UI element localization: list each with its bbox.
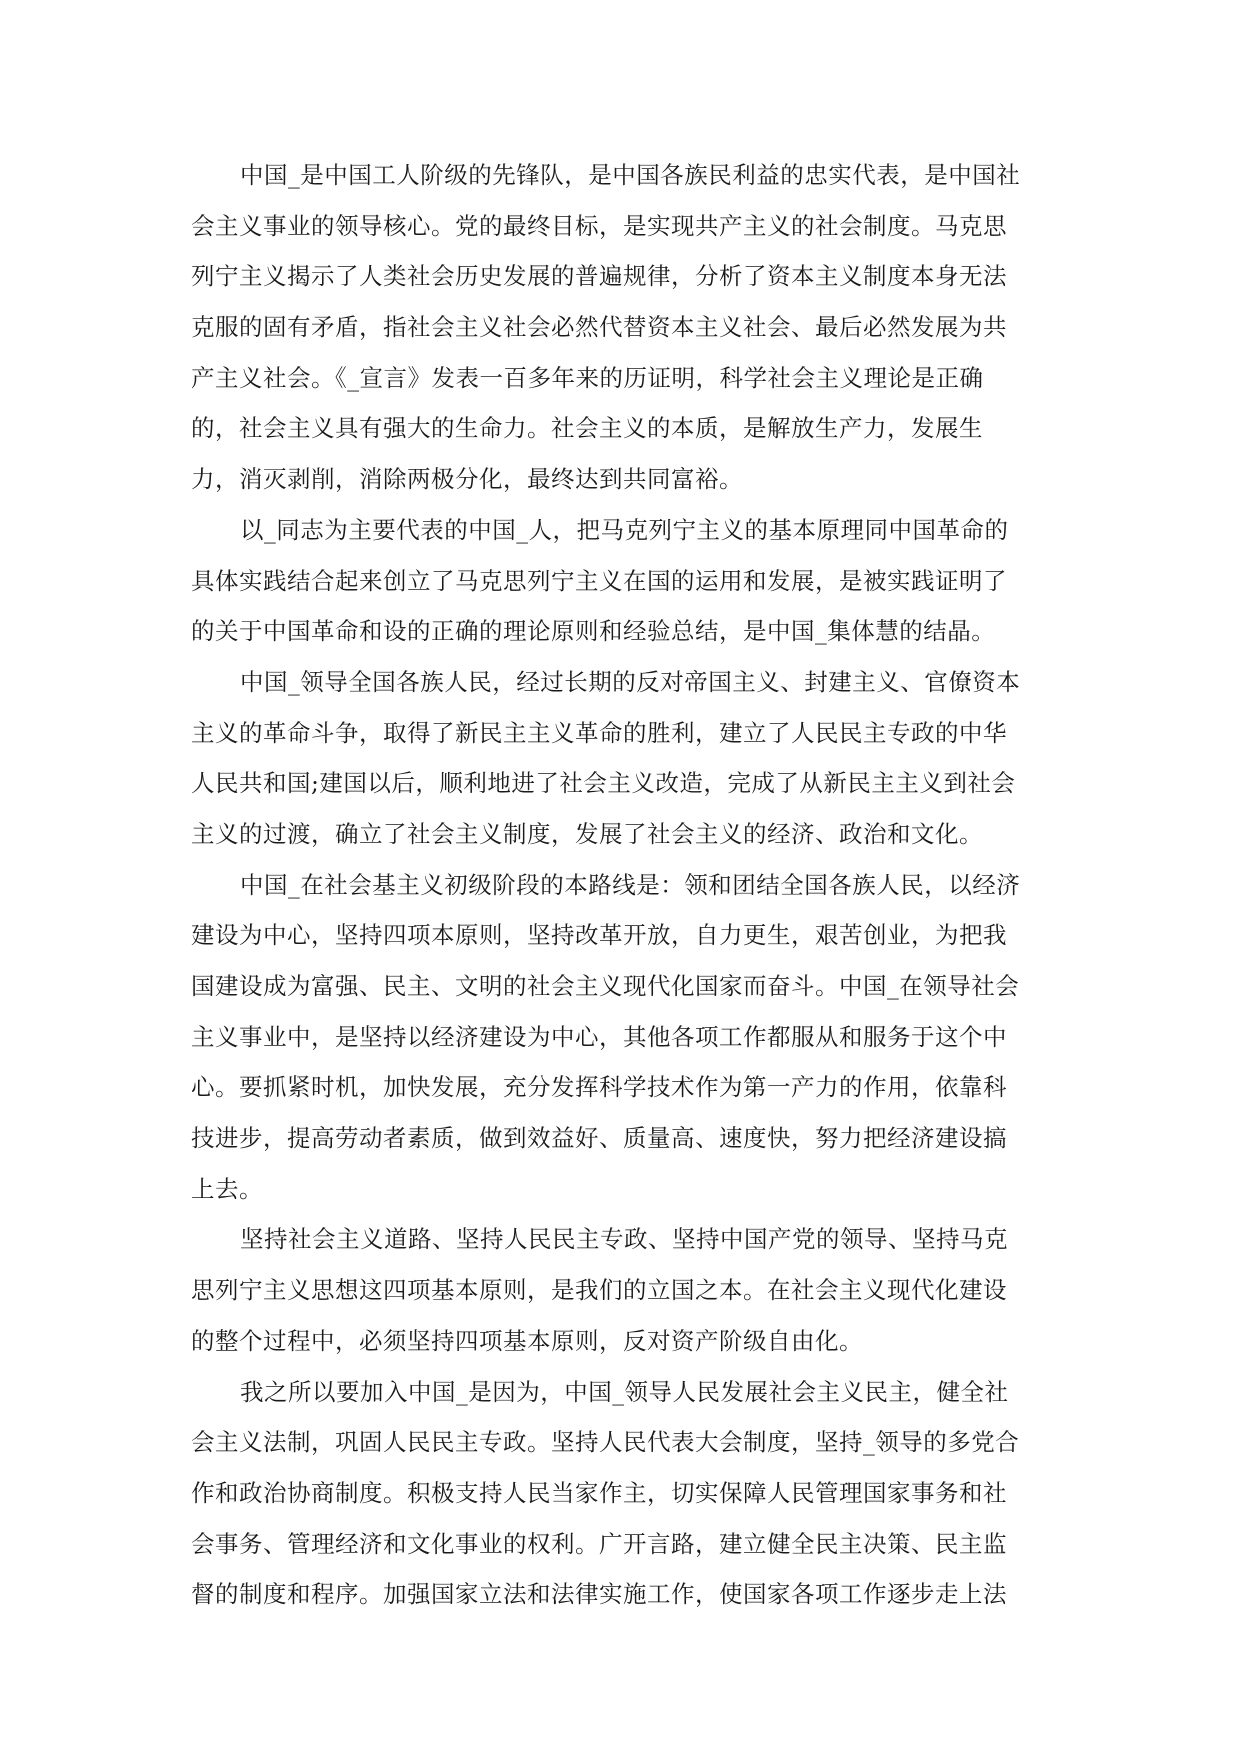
paragraph-2	[191, 505, 1051, 657]
paragraph-3	[191, 657, 1051, 860]
text-line: 我之所以要加入中国_是因为，中国_领导人民发展社会主义民主，健全社	[240, 1377, 1009, 1406]
paragraph-6	[191, 1367, 1051, 1620]
text-line: 的整个过程中，必须坚持四项基本原则，反对资产阶级自由化。	[191, 1326, 863, 1355]
text-line: 思列宁主义思想这四项基本原则，是我们的立国之本。在社会主义现代化建设	[191, 1276, 1007, 1305]
text-line: 国建设成为富强、民主、文明的社会主义现代化国家而奋斗。中国_在领导社会	[191, 972, 1020, 1000]
text-line: 心。要抓紧时机，加快发展，充分发挥科学技术作为第一产力的作用，依靠科	[191, 1073, 1007, 1102]
text-line: 督的制度和程序。加强国家立法和法律实施工作，使国家各项工作逐步走上法	[191, 1580, 1007, 1609]
text-line: 坚持社会主义道路、坚持人民民主专政、坚持中国产党的领导、坚持马克	[240, 1225, 1008, 1254]
text-line: 的，社会主义具有强大的生命力。社会主义的本质，是解放生产力，发展生	[191, 414, 983, 443]
text-line: 主义事业中，是坚持以经济建设为中心，其他各项工作都服从和服务于这个中	[191, 1022, 1007, 1051]
paragraph-5	[191, 1214, 1051, 1366]
text-line: 会主义事业的领导核心。党的最终目标，是实现共产主义的社会制度。马克思	[191, 211, 1007, 240]
text-line: 会事务、管理经济和文化事业的权利。广开言路，建立健全民主决策、民主监	[191, 1529, 1007, 1558]
text-line: 以_同志为主要代表的中国_人，把马克列宁主义的基本原理同中国革命的	[240, 515, 1009, 544]
text-line: 作和政治协商制度。积极支持人民当家作主，切实保障人民管理国家事务和社	[191, 1478, 1007, 1507]
text-line: 会主义法制，巩固人民民主专政。坚持人民代表大会制度，坚持_领导的多党合	[191, 1428, 1020, 1457]
paragraph-1	[191, 150, 1051, 505]
text-line: 上去。	[191, 1174, 263, 1203]
text-line: 具体实践结合起来创立了马克思列宁主义在国的运用和发展，是被实践证明了	[191, 566, 1007, 595]
text-line: 克服的固有矛盾，指社会主义社会必然代替资本主义社会、最后必然发展为共	[191, 313, 1007, 342]
document-body	[191, 150, 1051, 1620]
text-line: 主义的革命斗争，取得了新民主主义革命的胜利，建立了人民民主专政的中华	[191, 718, 1007, 747]
paragraph-4	[191, 860, 1051, 1215]
text-line: 中国_在社会基主义初级阶段的本路线是：领和团结全国各族人民，以经济	[240, 870, 1021, 899]
text-line: 技进步，提高劳动者素质，做到效益好、质量高、速度快，努力把经济建设搞	[191, 1124, 1007, 1153]
text-line: 人民共和国;建国以后，顺利地进了社会主义改造，完成了从新民主主义到社会	[191, 769, 1016, 798]
text-line: 的关于中国革命和设的正确的理论原则和经验总结，是中国_集体慧的结晶。	[191, 617, 996, 646]
text-line: 中国_是中国工人阶级的先锋队，是中国各族民利益的忠实代表，是中国社	[240, 161, 1021, 189]
text-line: 建设为中心，坚持四项本原则，坚持改革开放，自力更生，艰苦创业，为把我	[191, 921, 1007, 950]
text-line: 中国_领导全国各族人民，经过长期的反对帝国主义、封建主义、官僚资本	[240, 667, 1021, 696]
text-line: 列宁主义揭示了人类社会历史发展的普遍规律，分析了资本主义制度本身无法	[191, 262, 1007, 291]
text-line: 产主义社会。《_宣言》发表一百多年来的历证明，科学社会主义理论是正确	[191, 363, 984, 392]
text-line: 主义的过渡，确立了社会主义制度，发展了社会主义的经济、政治和文化。	[191, 819, 983, 848]
text-line: 力，消灭剥削，消除两极分化，最终达到共同富裕。	[191, 465, 743, 494]
